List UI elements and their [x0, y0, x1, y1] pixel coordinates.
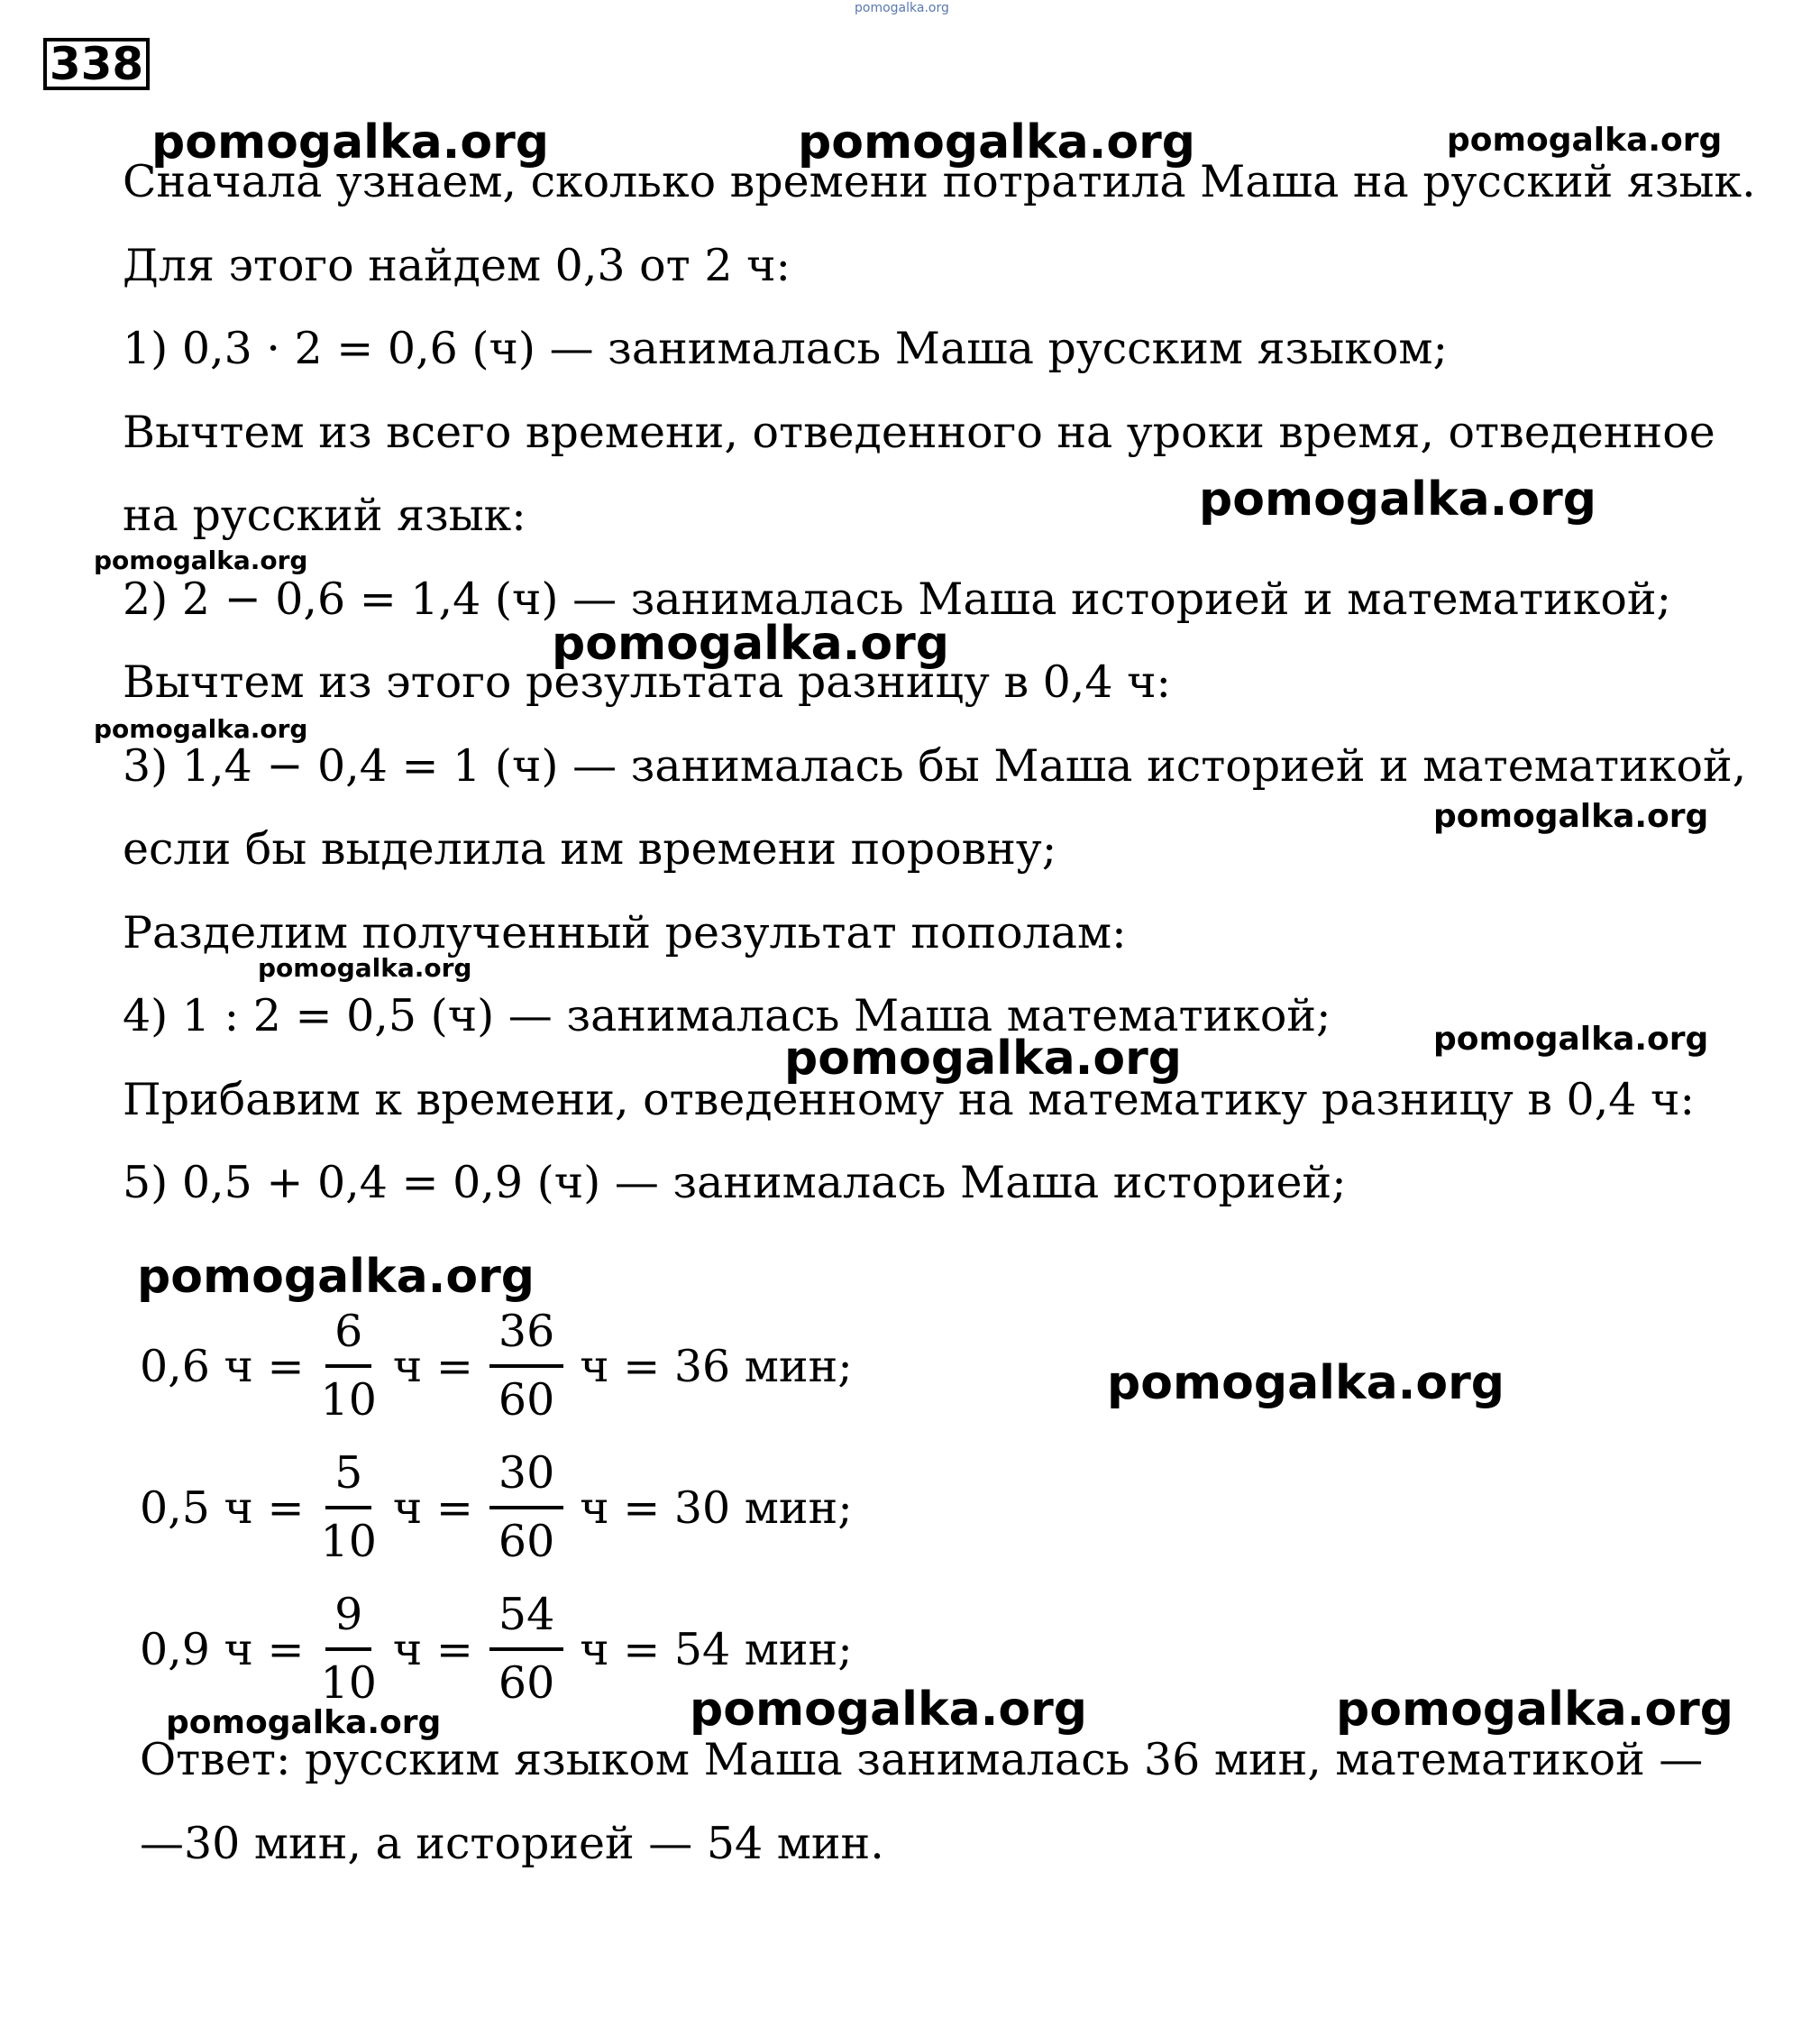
- watermark: pomogalka.org: [1433, 1021, 1709, 1058]
- numerator: 6: [325, 1299, 371, 1368]
- solution-line: Разделим полученный результат пополам:: [123, 907, 1127, 958]
- denominator: 60: [498, 1657, 555, 1709]
- conversion-mid: ч =: [392, 1481, 473, 1534]
- solution-line: Вычтем из этого результата разницу в 0,4 ч:: [123, 656, 1172, 708]
- problem-number: 338: [43, 38, 150, 90]
- conversion-lhs: 0,6 ч =: [140, 1340, 305, 1392]
- fraction: [489, 1582, 563, 1716]
- solution-line: 1) 0,3 · 2 = 0,6 (ч) — занималась Маша русским языком;: [123, 323, 1448, 374]
- solution-line: если бы выделила им времени поровну;: [123, 823, 1057, 875]
- conversion-rhs: ч = 54 мин;: [580, 1623, 853, 1675]
- numerator: 54: [489, 1582, 563, 1651]
- solution-line: 3) 1,4 − 0,4 = 1 (ч) — занималась бы Маша историей и математикой,: [123, 740, 1747, 792]
- numerator: 30: [489, 1441, 563, 1509]
- conversion-equation: [140, 1431, 853, 1584]
- numerator: 5: [325, 1441, 371, 1509]
- solution-line: Прибавим к времени, отведенному на математику разницу в 0,4 ч:: [123, 1074, 1695, 1125]
- conversion-lhs: 0,5 ч =: [140, 1481, 305, 1534]
- watermark: pomogalka.org: [1199, 472, 1597, 527]
- solution-line: Сначала узнаем, сколько времени потратила Маша на русский язык.: [123, 156, 1756, 207]
- numerator: 9: [325, 1582, 371, 1651]
- fraction: [489, 1299, 563, 1433]
- fraction: [489, 1441, 563, 1574]
- conversion-mid: ч =: [392, 1623, 473, 1675]
- fraction: [321, 1582, 377, 1716]
- watermark: pomogalka.org: [798, 115, 1196, 170]
- conversion-equation: [140, 1573, 853, 1726]
- watermark: pomogalka.org: [1336, 1683, 1734, 1737]
- watermark: pomogalka.org: [1107, 1356, 1505, 1410]
- denominator: 10: [320, 1374, 377, 1426]
- conversion-equation: [140, 1289, 853, 1443]
- denominator: 60: [498, 1516, 555, 1567]
- watermark: pomogalka.org: [151, 115, 550, 170]
- solution-line: Для этого найдем 0,3 от 2 ч:: [123, 240, 791, 291]
- watermark: pomogalka.org: [784, 1032, 1183, 1086]
- denominator: 60: [498, 1374, 555, 1426]
- solution-line: на русский язык:: [123, 490, 526, 541]
- conversion-lhs: 0,9 ч =: [140, 1623, 305, 1675]
- watermark: pomogalka.org: [1433, 798, 1709, 835]
- watermark: pomogalka.org: [94, 546, 308, 575]
- watermark: pomogalka.org: [258, 953, 472, 983]
- watermark: pomogalka.org: [690, 1683, 1088, 1737]
- conversion-rhs: ч = 36 мин;: [580, 1340, 853, 1392]
- watermark: pomogalka.org: [137, 1250, 535, 1304]
- solution-line: Вычтем из всего времени, отведенного на уроки время, отведенное: [123, 407, 1715, 458]
- solution-line: 5) 0,5 + 0,4 = 0,9 (ч) — занималась Маша историей;: [123, 1157, 1347, 1208]
- answer-line: —30 мин, а историей — 54 мин.: [140, 1818, 884, 1869]
- conversion-mid: ч =: [392, 1340, 473, 1392]
- answer-line: Ответ: русским языком Маша занималась 36 мин, математикой —: [140, 1734, 1704, 1785]
- watermark: pomogalka.org: [552, 617, 950, 671]
- fraction: [321, 1441, 377, 1574]
- watermark: pomogalka.org: [166, 1704, 442, 1741]
- conversion-rhs: ч = 30 мин;: [580, 1481, 853, 1534]
- watermark: pomogalka.org: [1447, 122, 1723, 159]
- numerator: 36: [489, 1299, 563, 1368]
- solution-line: 2) 2 − 0,6 = 1,4 (ч) — занималась Маша историей и математикой;: [123, 573, 1672, 625]
- fraction: [321, 1299, 377, 1433]
- watermark-top: pomogalka.org: [855, 1, 949, 15]
- denominator: 10: [320, 1657, 377, 1709]
- solution-line: 4) 1 : 2 = 0,5 (ч) — занималась Маша математикой;: [123, 990, 1331, 1041]
- watermark: pomogalka.org: [94, 714, 308, 744]
- denominator: 10: [320, 1516, 377, 1567]
